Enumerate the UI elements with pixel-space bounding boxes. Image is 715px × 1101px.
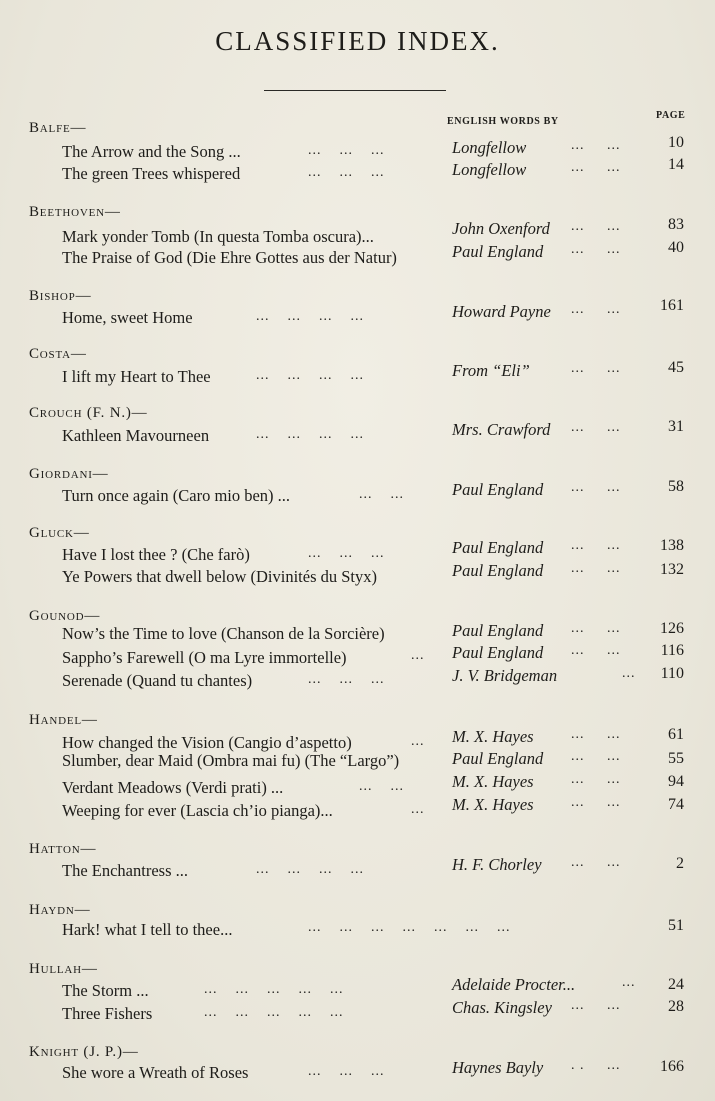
page-number: 138 (660, 537, 684, 554)
lyricist: From “Eli” (452, 361, 530, 380)
column-header-page: PAGE (656, 110, 686, 121)
song-title: Have I lost thee ? (Che farò) (62, 545, 250, 564)
lyricist: Howard Payne (452, 302, 551, 321)
dot-leader: ... ... (571, 561, 621, 576)
page-number: 55 (668, 750, 684, 767)
dot-leader: ... ... (571, 727, 621, 742)
song-title: Slumber, dear Maid (Ombra mai fu) (The “Largo”) (62, 751, 400, 770)
composer-heading: Crouch (F. N.)— (29, 405, 148, 421)
page-number: 94 (668, 773, 684, 790)
dot-leader: ... ... (571, 420, 621, 435)
lyricist: Adelaide Procter... (452, 975, 576, 994)
song-title: Kathleen Mavourneen (62, 426, 210, 445)
page-number: 40 (668, 239, 684, 256)
song-title: Three Fishers (62, 1004, 153, 1023)
dot-leader: ... ... (571, 138, 621, 153)
page-number: 61 (668, 726, 684, 743)
lyricist: John Oxenford (452, 219, 550, 238)
page-number: 2 (676, 855, 684, 872)
dot-leader: ... ... ... ... (256, 862, 364, 877)
lyricist: Paul England (452, 643, 544, 662)
dot-leader: ... ... ... ... (256, 309, 364, 324)
dot-leader: ... (411, 802, 425, 817)
page-number: 10 (668, 134, 684, 151)
lyricist: Paul England (452, 242, 544, 261)
dot-leader: ... ... (571, 795, 621, 810)
column-header-words: ENGLISH WORDS BY (447, 116, 559, 127)
lyricist: Chas. Kingsley (452, 998, 552, 1017)
dot-leader: ... (622, 975, 636, 990)
lyricist: H. F. Chorley (452, 855, 542, 874)
dot-leader: ... ... ... ... (256, 427, 364, 442)
composer-heading: Giordani— (29, 466, 109, 482)
composer-heading: Costa— (29, 346, 87, 362)
composer-heading: Knight (J. P.)— (29, 1044, 139, 1060)
lyricist: Haynes Bayly (452, 1058, 544, 1077)
composer-heading: Hatton— (29, 841, 97, 857)
page-number: 28 (668, 998, 684, 1015)
page-number: 14 (668, 156, 684, 173)
page-title: CLASSIFIED INDEX. (215, 26, 500, 56)
dot-leader: . . ... (571, 1058, 621, 1073)
composer-heading: Handel— (29, 712, 98, 728)
dot-leader: ... ... (571, 643, 621, 658)
dot-leader: ... ... ... ... ... (204, 1005, 344, 1020)
lyricist: M. X. Hayes (452, 772, 534, 791)
page-number: 45 (668, 359, 684, 376)
lyricist: Longfellow (452, 138, 527, 157)
page-number: 161 (660, 297, 684, 314)
lyricist: Paul England (452, 621, 544, 640)
dot-leader: ... ... ... (308, 143, 385, 158)
song-title: The Enchantress ... (62, 861, 188, 880)
song-title: Mark yonder Tomb (In questa Tomba oscura)... (62, 227, 374, 246)
song-title: Verdant Meadows (Verdi prati) ... (62, 778, 284, 797)
song-title: Home, sweet Home (62, 308, 193, 327)
title-divider (264, 90, 446, 91)
dot-leader: ... ... (571, 855, 621, 870)
page-number: 132 (660, 561, 684, 578)
dot-leader: ... (411, 734, 425, 749)
song-title: The Praise of God (Die Ehre Gottes aus der Natur) (62, 248, 397, 267)
composer-heading: Balfe— (29, 120, 87, 136)
dot-leader: ... ... (359, 487, 404, 502)
song-title: Sappho’s Farewell (O ma Lyre immortelle) (62, 648, 347, 667)
dot-leader: ... ... (359, 779, 404, 794)
lyricist: Paul England (452, 749, 544, 768)
dot-leader: ... ... ... ... ... (204, 982, 344, 997)
song-title: The green Trees whispered (62, 164, 241, 183)
dot-leader: ... ... (571, 361, 621, 376)
dot-leader: ... ... (571, 160, 621, 175)
dot-leader: ... (411, 648, 425, 663)
composer-heading: Hullah— (29, 961, 98, 977)
song-title: The Arrow and the Song ... (62, 142, 241, 161)
dot-leader: ... ... ... (308, 672, 385, 687)
dot-leader: ... ... (571, 302, 621, 317)
dot-leader: ... ... (571, 749, 621, 764)
lyricist: J. V. Bridgeman (452, 666, 558, 685)
composer-heading: Beethoven— (29, 204, 121, 220)
song-title: Hark! what I tell to thee... (62, 920, 233, 939)
lyricist: M. X. Hayes (452, 795, 534, 814)
lyricist: Paul England (452, 561, 544, 580)
page-number: 58 (668, 478, 684, 495)
song-title: Now’s the Time to love (Chanson de la Sorcière) (62, 624, 385, 643)
dot-leader: ... ... (571, 480, 621, 495)
page-number: 74 (668, 796, 684, 813)
composer-heading: Bishop— (29, 288, 92, 304)
composer-heading: Gluck— (29, 525, 90, 541)
song-title: Serenade (Quand tu chantes) (62, 671, 253, 690)
page-number: 116 (660, 642, 684, 659)
dot-leader: ... ... ... (308, 165, 385, 180)
song-title: Turn once again (Caro mio ben) ... (62, 486, 291, 505)
page-number: 166 (660, 1058, 684, 1075)
song-title: She wore a Wreath of Roses (62, 1063, 249, 1082)
page-number: 51 (668, 917, 684, 934)
song-title: The Storm ... (62, 981, 149, 1000)
page-number: 31 (668, 418, 684, 435)
dot-leader: ... ... (571, 772, 621, 787)
dot-leader: ... ... (571, 538, 621, 553)
dot-leader: ... (622, 666, 636, 681)
lyricist: Longfellow (452, 160, 527, 179)
lyricist: Paul England (452, 538, 544, 557)
page-number: 110 (660, 665, 684, 682)
page-number: 24 (668, 976, 684, 993)
dot-leader: ... ... (571, 998, 621, 1013)
page-number: 83 (668, 216, 684, 233)
dot-leader: ... ... ... ... ... ... ... (308, 920, 511, 935)
dot-leader: ... ... ... ... (256, 368, 364, 383)
dot-leader: ... ... (571, 242, 621, 257)
lyricist: M. X. Hayes (452, 727, 534, 746)
composer-heading: Gounod— (29, 608, 101, 624)
song-title: I lift my Heart to Thee (62, 367, 211, 386)
lyricist: Paul England (452, 480, 544, 499)
dot-leader: ... ... (571, 219, 621, 234)
song-title: Ye Powers that dwell below (Divinités du Styx) (62, 567, 378, 586)
lyricist: Mrs. Crawford (452, 420, 551, 439)
composer-heading: Haydn— (29, 902, 91, 918)
song-title: How changed the Vision (Cangio d’aspetto) (62, 733, 352, 752)
dot-leader: ... ... (571, 621, 621, 636)
page-number: 126 (660, 620, 684, 637)
dot-leader: ... ... ... (308, 546, 385, 561)
song-title: Weeping for ever (Lascia ch’io pianga)... (62, 801, 333, 820)
dot-leader: ... ... ... (308, 1064, 385, 1079)
